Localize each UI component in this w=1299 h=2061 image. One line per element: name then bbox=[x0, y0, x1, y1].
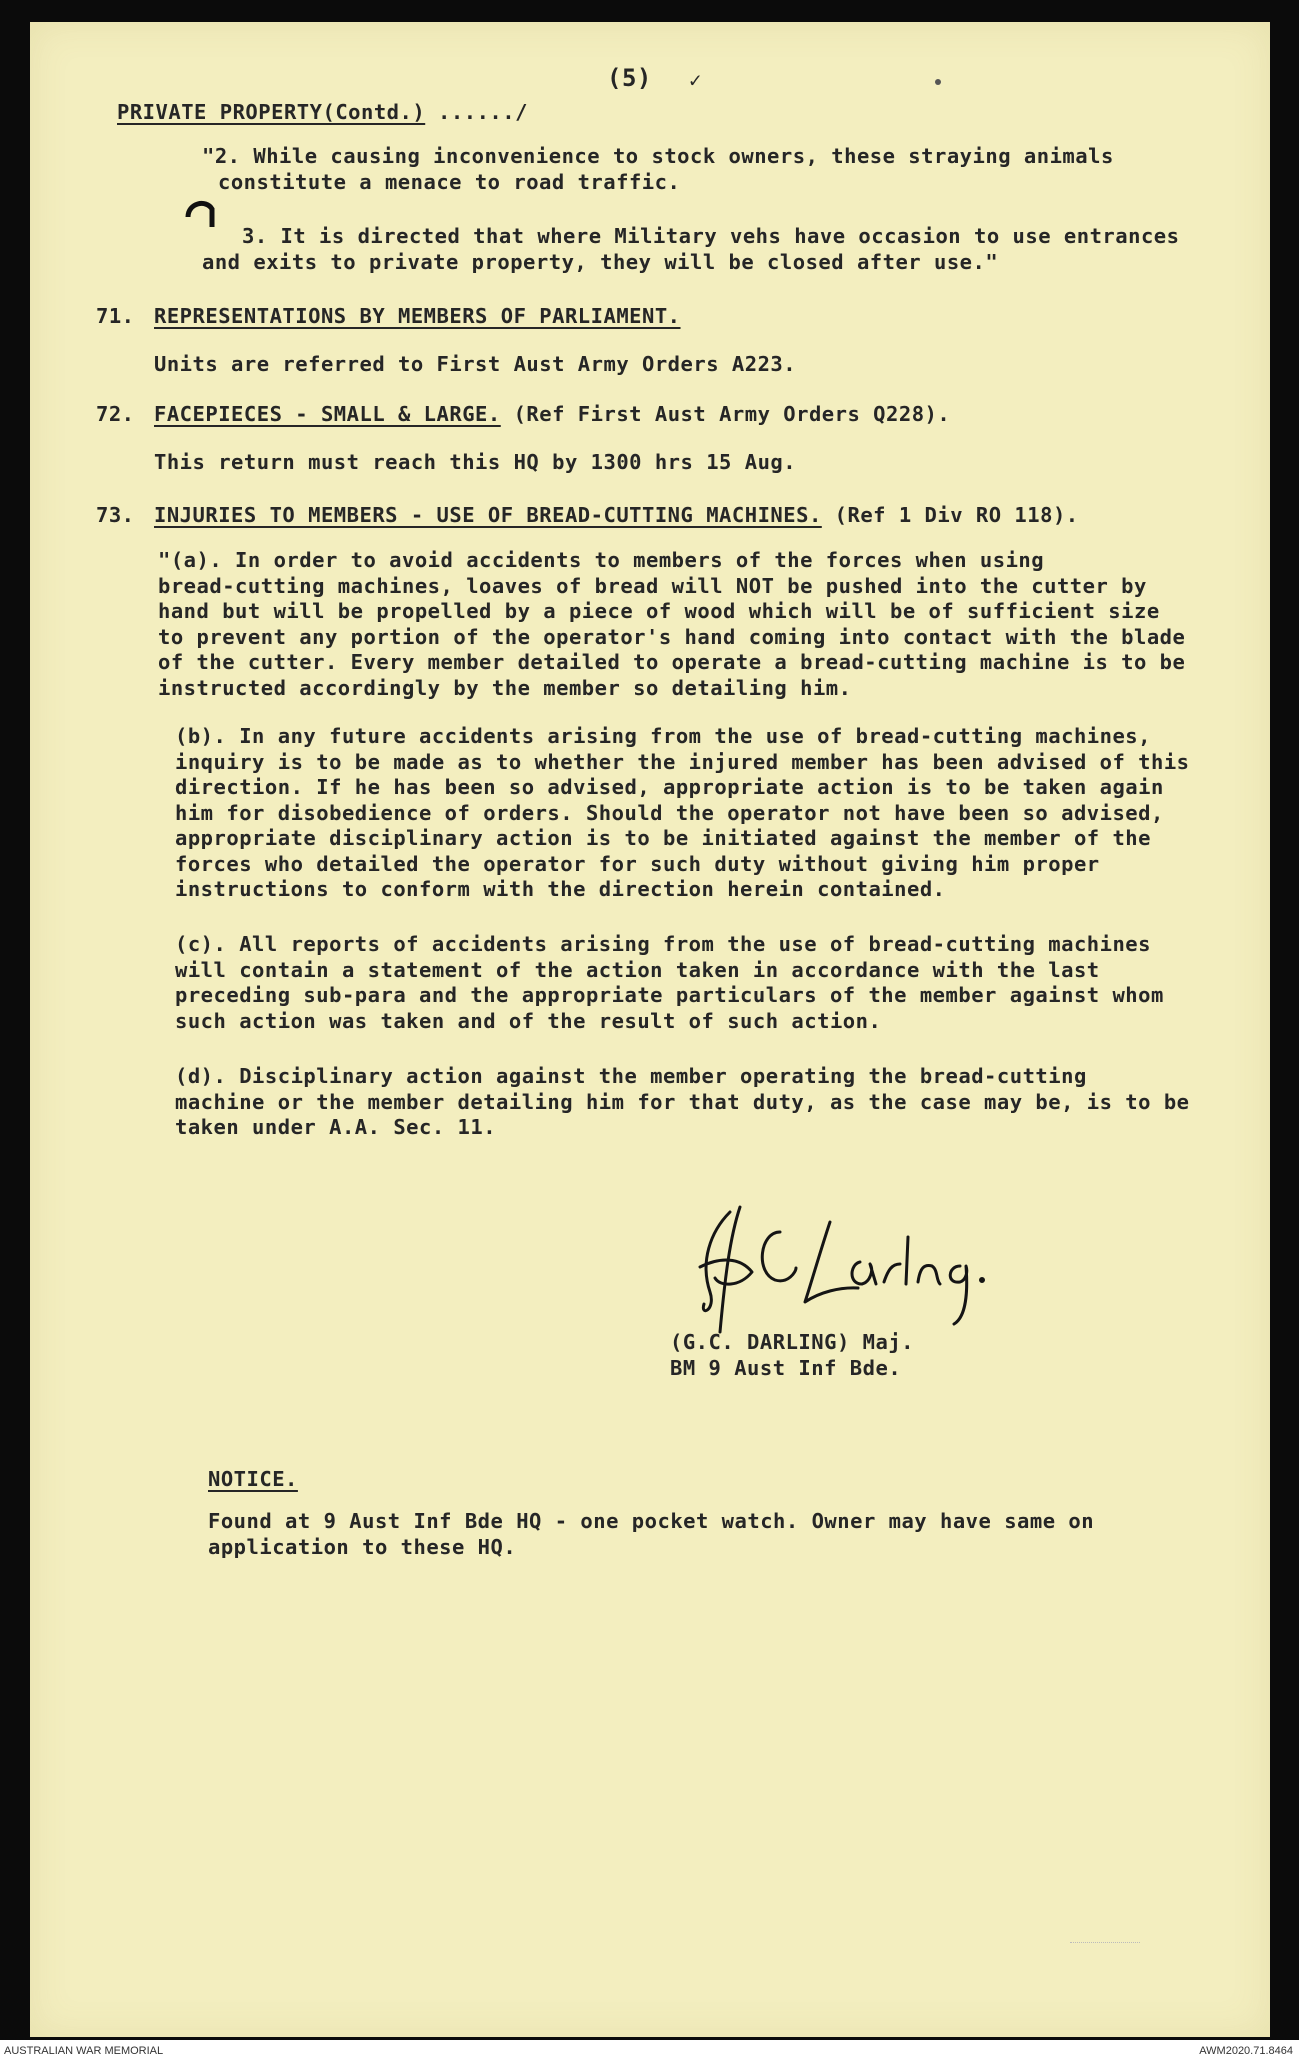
signatory-name: (G.C. DARLING) Maj. bbox=[670, 1330, 914, 1354]
private-property-para-3 bbox=[202, 224, 1179, 275]
item-72-title: FACEPIECES - SMALL & LARGE. bbox=[154, 402, 501, 426]
para-line: will contain a statement of the action taken in accordance with the last bbox=[175, 957, 1100, 982]
para-line: appropriate disciplinary action is to be initiated against the member of the bbox=[175, 826, 1151, 850]
ink-dot bbox=[935, 79, 941, 85]
footer-left: AUSTRALIAN WAR MEMORIAL bbox=[4, 2045, 164, 2057]
item-73-title: INJURIES TO MEMBERS - USE OF BREAD-CUTTING MACHINES. bbox=[154, 503, 822, 527]
notice-body bbox=[208, 1509, 1094, 1560]
notice-heading: NOTICE. bbox=[208, 1467, 298, 1491]
para-line: instructed accordingly by the member so detailing him. bbox=[158, 675, 852, 700]
continued-heading-suffix: ....../ bbox=[425, 100, 528, 124]
page-number: (5) bbox=[607, 64, 652, 92]
para-line: "(a). In order to avoid accidents to members of the forces when using bbox=[158, 548, 1045, 572]
item-73-para-a bbox=[158, 548, 1185, 701]
item-73-heading bbox=[154, 503, 1079, 527]
para-line: him for disobedience of orders. Should the operator not have been so advised, bbox=[175, 800, 1164, 825]
handwritten-signature bbox=[670, 1192, 1030, 1342]
item-72-ref: (Ref First Aust Army Orders Q228). bbox=[500, 402, 951, 426]
item-72-heading bbox=[154, 402, 950, 426]
para-line: and exits to private property, they will be closed after use." bbox=[202, 249, 999, 274]
document-page bbox=[30, 22, 1270, 2037]
faint-marks bbox=[1070, 1942, 1140, 1943]
para-line: taken under A.A. Sec. 11. bbox=[175, 1115, 497, 1139]
private-property-para-2 bbox=[202, 144, 1114, 195]
footer-right: AWM2020.71.8464 bbox=[1199, 2045, 1293, 2057]
para-line: direction. If he has been so advised, appropriate action is to be taken again bbox=[175, 775, 1164, 799]
item-71-title: REPRESENTATIONS BY MEMBERS OF PARLIAMENT. bbox=[154, 304, 681, 328]
continued-heading bbox=[117, 100, 528, 124]
para-line: bread-cutting machines, loaves of bread will NOT be pushed into the cutter by bbox=[158, 573, 1147, 598]
item-73-ref: (Ref 1 Div RO 118). bbox=[821, 503, 1079, 527]
continued-heading-title: PRIVATE PROPERTY(Contd.) bbox=[117, 100, 426, 124]
para-line: hand but will be propelled by a piece of wood which will be of sufficient size bbox=[158, 599, 1160, 623]
item-73-para-b bbox=[175, 724, 1190, 903]
item-72-body: This return must reach this HQ by 1300 hrs 15 Aug. bbox=[154, 450, 797, 474]
item-73-number: 73. bbox=[96, 503, 135, 527]
para-line: instructions to conform with the direction herein contained. bbox=[175, 877, 946, 901]
para-line: preceding sub-para and the appropriate particulars of the member against whom bbox=[175, 983, 1164, 1007]
para-line: application to these HQ. bbox=[208, 1534, 517, 1559]
para-line: "2. While causing inconvenience to stock owners, these straying animals bbox=[202, 144, 1114, 168]
item-72-number: 72. bbox=[96, 402, 135, 426]
item-71-number: 71. bbox=[96, 304, 135, 328]
para-line: such action was taken and of the result of such action. bbox=[175, 1008, 882, 1033]
para-line: constitute a menace to road traffic. bbox=[218, 169, 681, 194]
para-line: (d). Disciplinary action against the member operating the bread-cutting bbox=[175, 1064, 1087, 1088]
item-71-body: Units are referred to First Aust Army Orders A223. bbox=[154, 352, 797, 376]
para-line: of the cutter. Every member detailed to operate a bread-cutting machine is to be bbox=[158, 650, 1186, 674]
item-73-para-d bbox=[175, 1064, 1190, 1141]
tick-mark: ✓ bbox=[689, 68, 702, 92]
para-line: forces who detailed the operator for such duty without giving him proper bbox=[175, 851, 1100, 876]
para-line: machine or the member detailing him for that duty, as the case may be, is to be bbox=[175, 1089, 1190, 1114]
para-line: 3. It is directed that where Military vehs have occasion to use entrances bbox=[242, 224, 1180, 248]
para-line: (b). In any future accidents arising from the use of bread-cutting machines, bbox=[175, 724, 1151, 748]
archive-footer bbox=[0, 2040, 1299, 2061]
para-line: inquiry is to be made as to whether the injured member has been advised of this bbox=[175, 749, 1190, 774]
para-line: (c). All reports of accidents arising from the use of bread-cutting machines bbox=[175, 932, 1151, 956]
para-line: Found at 9 Aust Inf Bde HQ - one pocket watch. Owner may have same on bbox=[208, 1509, 1095, 1533]
para-line: to prevent any portion of the operator's hand coming into contact with the blade bbox=[158, 624, 1186, 649]
item-73-para-c bbox=[175, 932, 1164, 1034]
signatory-role: BM 9 Aust Inf Bde. bbox=[670, 1356, 902, 1380]
